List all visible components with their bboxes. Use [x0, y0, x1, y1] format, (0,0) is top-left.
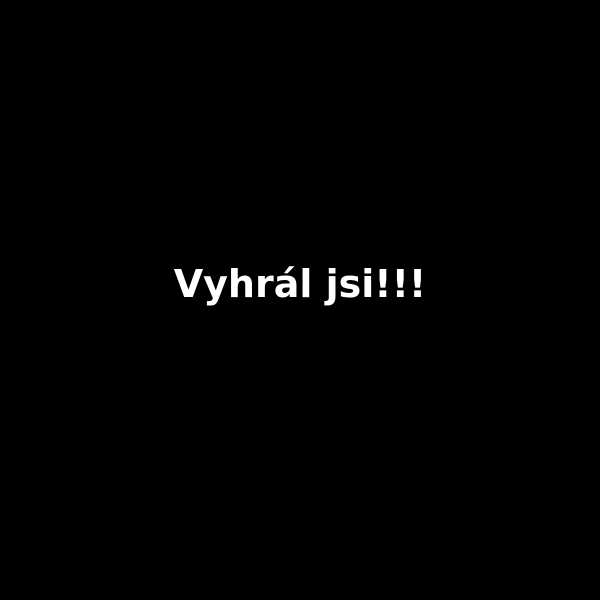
win-message: Vyhrál jsi!!! [173, 262, 427, 306]
